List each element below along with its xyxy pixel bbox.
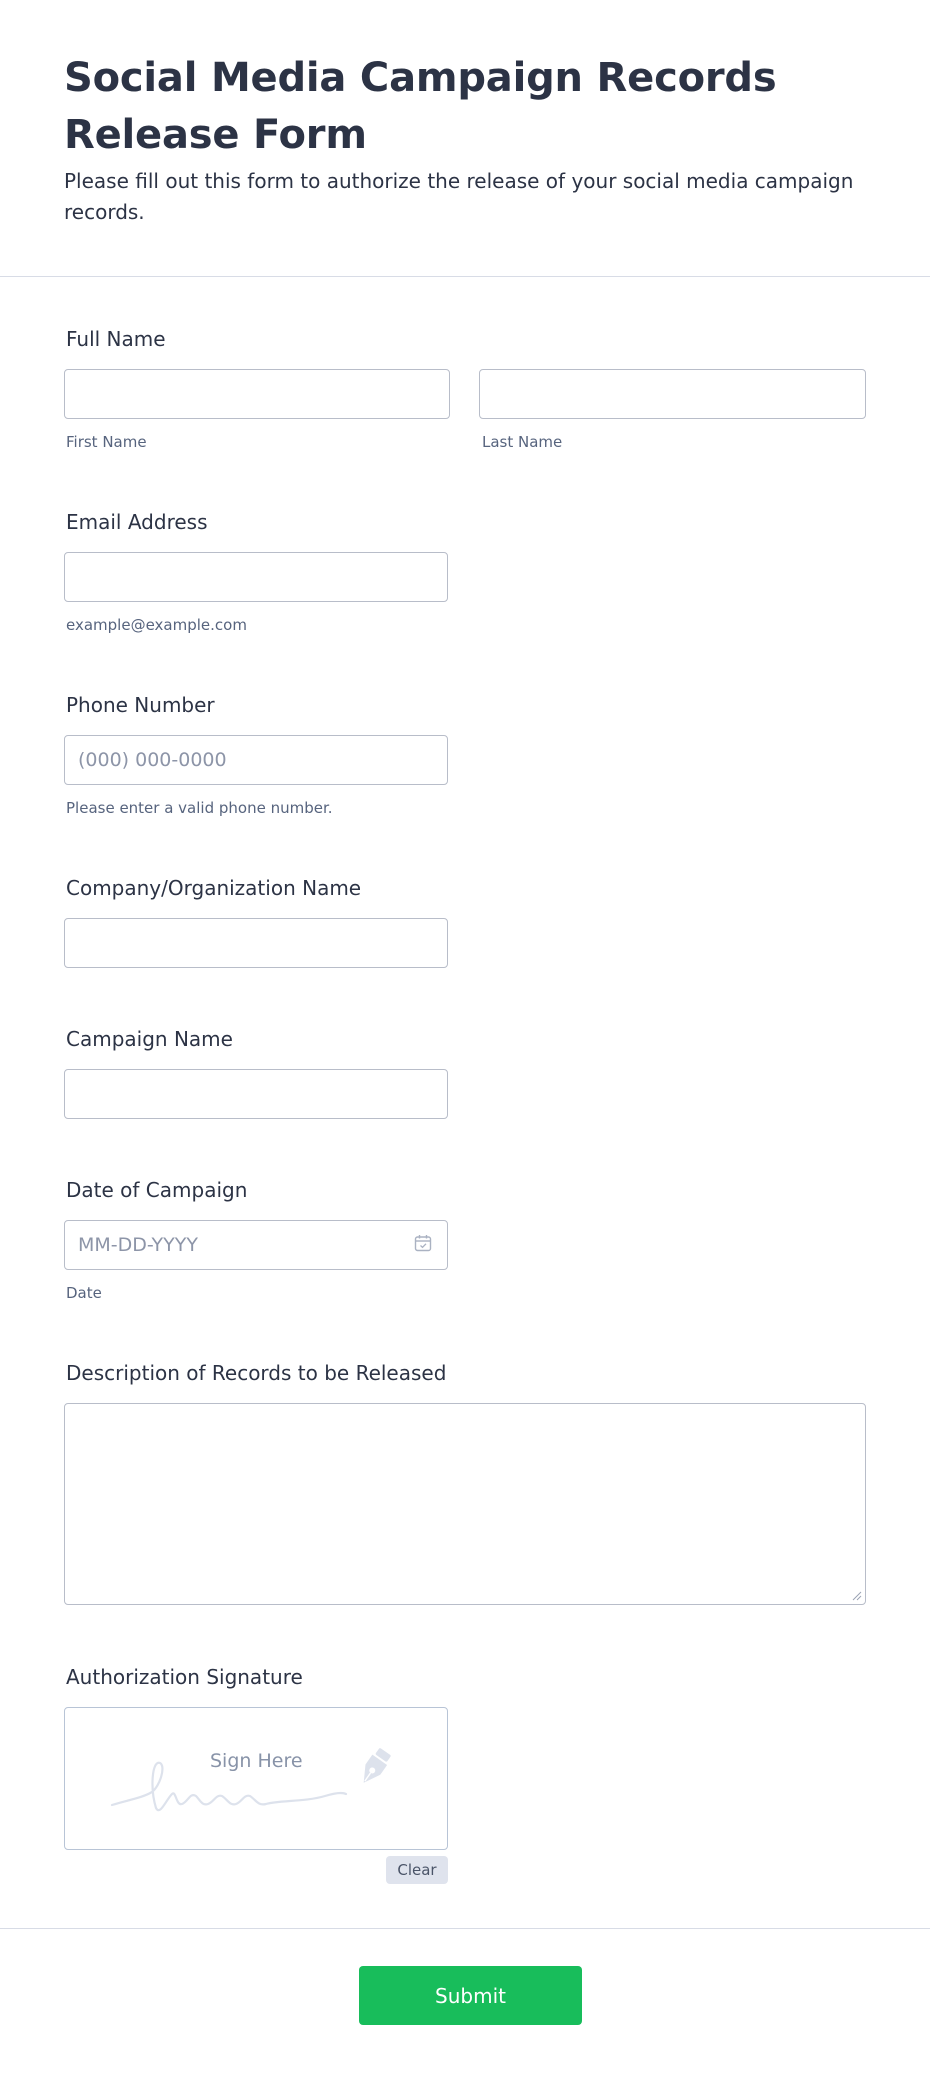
- submit-button[interactable]: Submit: [359, 1966, 582, 2025]
- calendar-icon[interactable]: [414, 1234, 432, 1252]
- phone-input[interactable]: [64, 735, 448, 785]
- signature-placeholder: Sign Here: [210, 1750, 303, 1772]
- form-subtitle: Please fill out this form to authorize the release of your social media campaign records.: [64, 169, 854, 224]
- company-label: Company/Organization Name: [66, 876, 362, 900]
- email-input[interactable]: [64, 552, 448, 602]
- signature-pad[interactable]: [64, 1707, 448, 1850]
- last-name-input[interactable]: [479, 369, 866, 419]
- last-name-sublabel: Last Name: [482, 433, 563, 451]
- first-name-input[interactable]: [64, 369, 450, 419]
- clear-signature-button[interactable]: Clear: [386, 1856, 448, 1884]
- first-name-sublabel: First Name: [66, 433, 147, 451]
- phone-sublabel: Please enter a valid phone number.: [66, 799, 333, 817]
- form-header: [64, 50, 874, 228]
- email-sublabel: example@example.com: [66, 616, 247, 634]
- company-input[interactable]: [64, 918, 448, 968]
- campaign-name-input[interactable]: [64, 1069, 448, 1119]
- resize-grip-icon[interactable]: [850, 1589, 862, 1601]
- email-label: Email Address: [66, 510, 208, 534]
- description-label: Description of Records to be Released: [66, 1361, 447, 1385]
- campaign-date-sublabel: Date: [66, 1284, 102, 1302]
- campaign-name-label: Campaign Name: [66, 1027, 233, 1051]
- description-textarea[interactable]: [64, 1403, 866, 1605]
- pen-nib-icon: [350, 1746, 398, 1790]
- form-title: Social Media Campaign Records Release Form: [64, 55, 777, 158]
- full-name-label: Full Name: [66, 327, 166, 351]
- footer-divider: [0, 1928, 930, 1929]
- header-divider: [0, 276, 930, 277]
- campaign-date-input[interactable]: [64, 1220, 448, 1270]
- campaign-date-label: Date of Campaign: [66, 1178, 248, 1202]
- phone-label: Phone Number: [66, 693, 215, 717]
- signature-label: Authorization Signature: [66, 1665, 303, 1689]
